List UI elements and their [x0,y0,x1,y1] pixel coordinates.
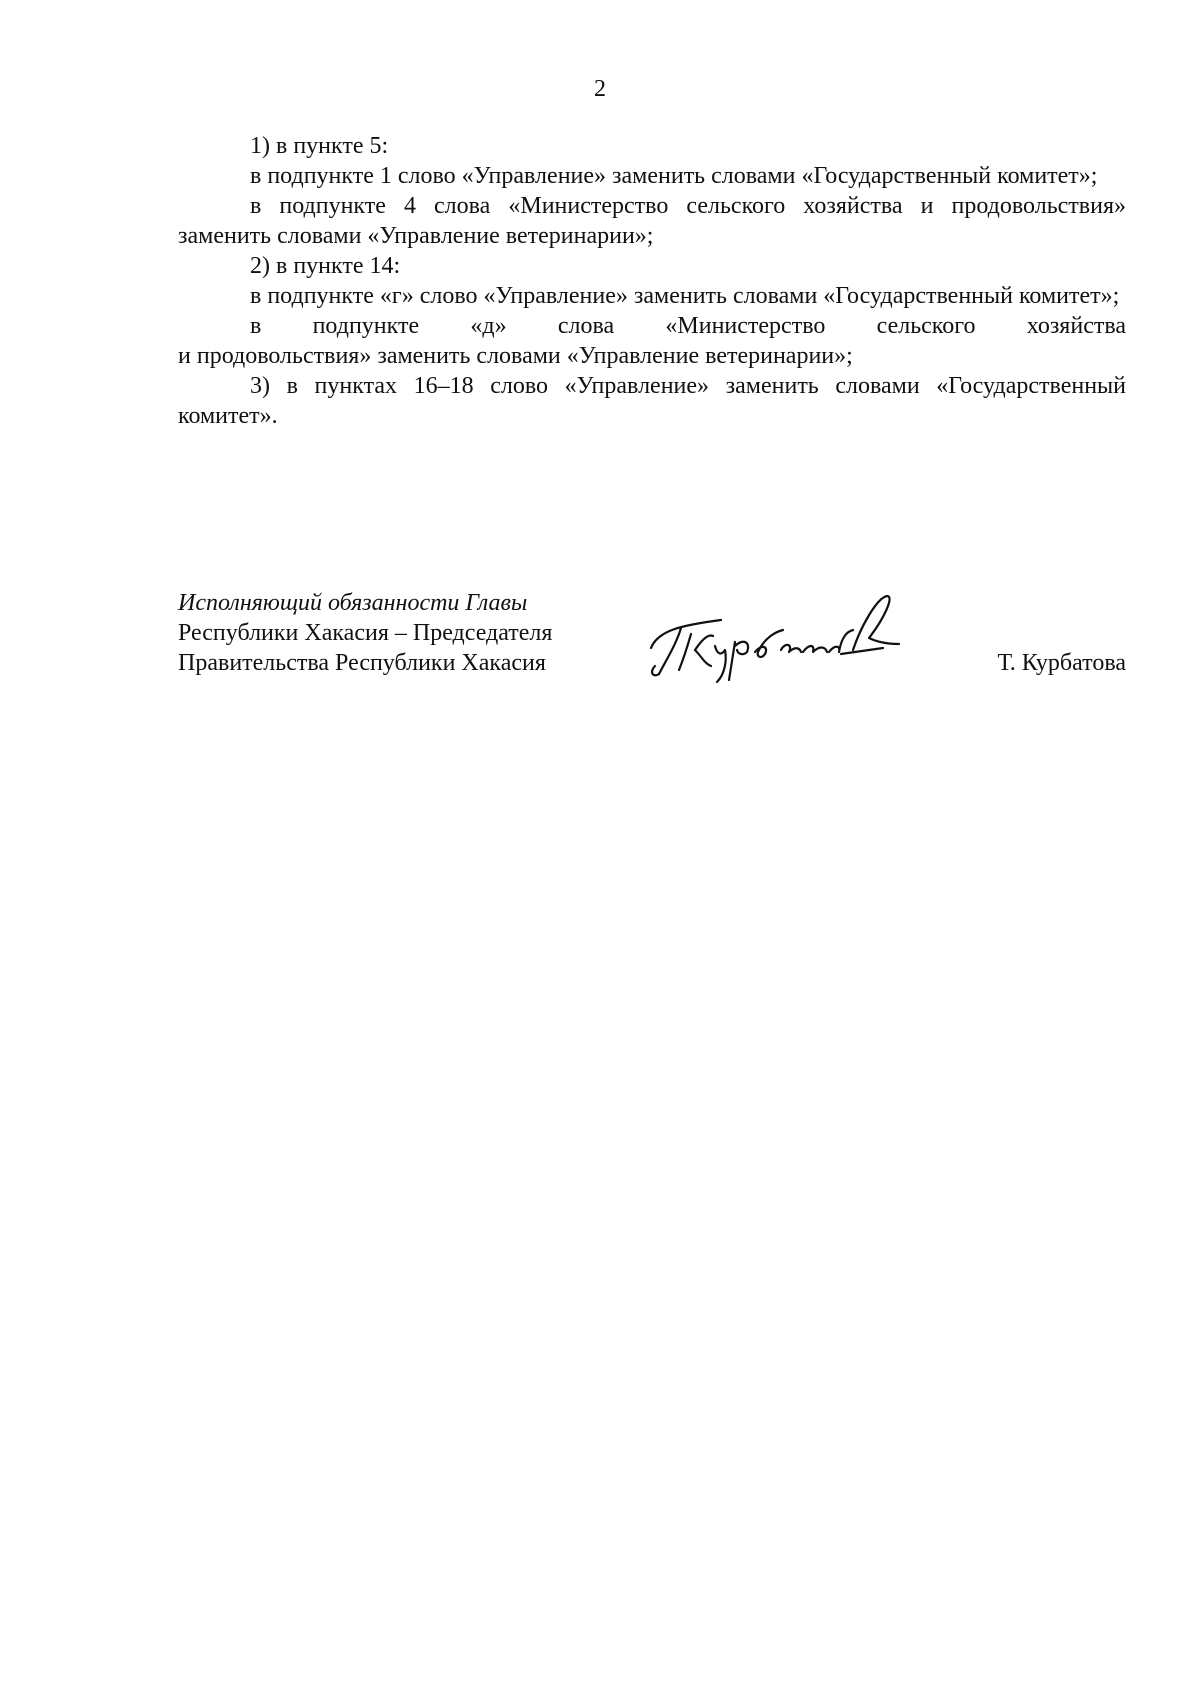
signer-position [178,588,552,678]
handwritten-signature [643,590,903,685]
paragraph-item-3: в подпункте 4 слова «Министерство сельского хозяйства и продовольствия» заменить словами «Управление ветеринарии»; [178,193,1126,249]
signature-block [178,588,1126,698]
signer-position-line-1: Исполняющий обязанности Главы [178,590,528,616]
paragraph-item-5: в подпункте «г» слово «Управление» заменить словами «Государственный комитет»; [250,283,1120,309]
document-body [178,131,1126,431]
paragraph-item-7: 3) в пунктах 16–18 слово «Управление» заменить словами «Государственный комитет». [178,373,1126,429]
signer-position-line-2: Республики Хакасия – Председателя [178,620,553,646]
page-number: 2 [594,76,606,102]
signer-position-line-3: Правительства Республики Хакасия [178,650,546,676]
paragraph-item-6: в подпункте «д» слова «Министерство сельского хозяйства [250,313,1126,339]
paragraph-item-2: в подпункте 1 слово «Управление» заменить словами «Государственный комитет»; [250,163,1098,189]
signer-name: Т. Курбатова [997,650,1126,676]
paragraph-item-1: 1) в пункте 5: [250,133,389,159]
paragraph-item-4: 2) в пункте 14: [250,253,401,279]
paragraph-item-6-continuation: и продовольствия» заменить словами «Управление ветеринарии»; [178,343,853,369]
